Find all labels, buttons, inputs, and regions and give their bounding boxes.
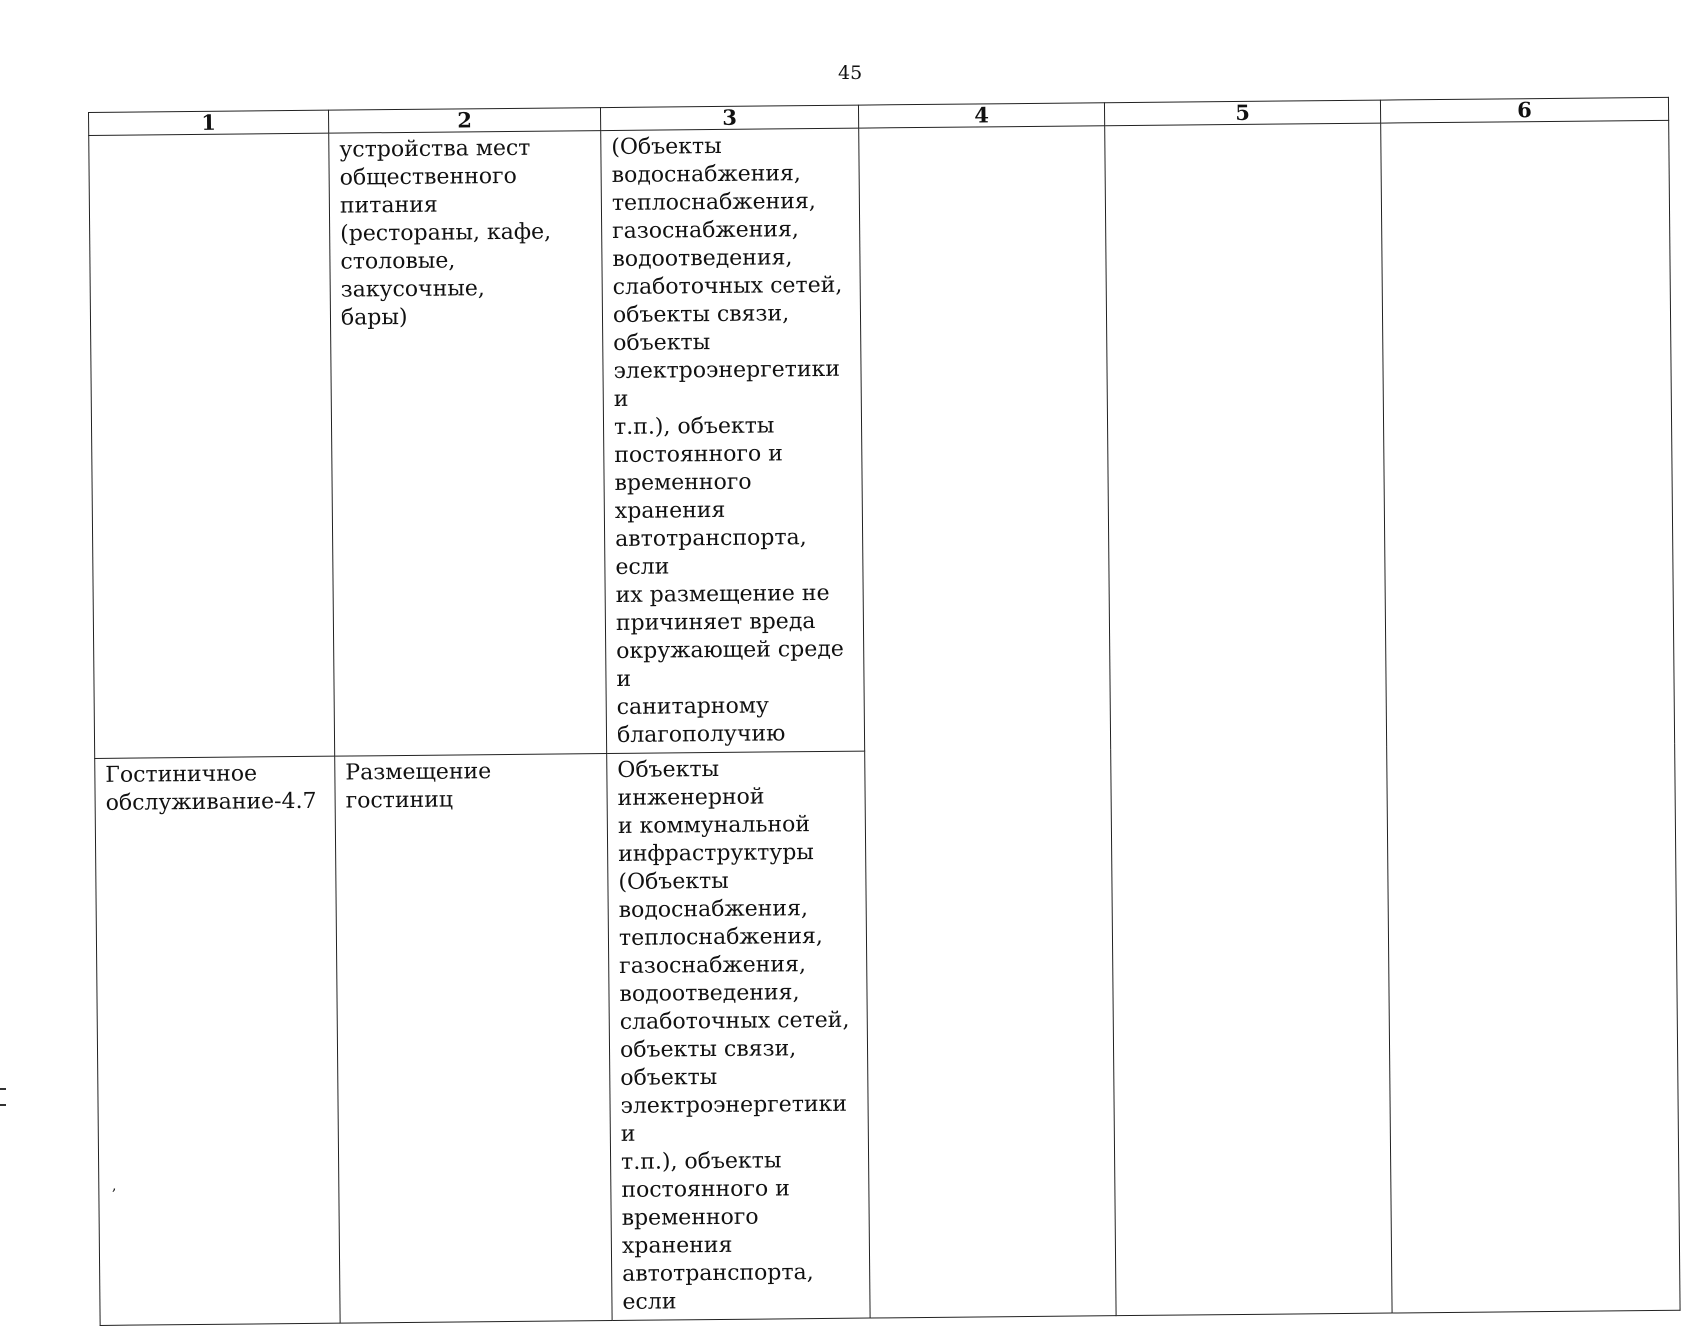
column-header-3: 3 (600, 105, 858, 130)
table-row (89, 120, 1675, 758)
column-header-2: 2 (328, 108, 600, 134)
table-cell-land-use-type (89, 133, 335, 758)
column-header-6: 6 (1380, 97, 1668, 123)
regulations-table (88, 97, 1681, 1326)
document-sheet (88, 97, 1677, 1315)
table-cell-description: Размещение гостиниц (335, 754, 612, 1324)
table-cell-column-6 (1381, 120, 1680, 1313)
table-cell-auxiliary-objects: Объекты инженерной и коммунальной инфраструктуры (Объекты водоснабжения, теплоснабжения, газоснабжения, водоотведения, слаботочных сетей, объекты связи, объекты электроэнергетики и т.п.), объекты постоянного и временного хранения автотранспорта, если (607, 751, 870, 1320)
scan-margin-mark (0, 1088, 6, 1106)
column-header-5: 5 (1104, 100, 1380, 126)
scan-speck: , (112, 1178, 117, 1194)
page-number: 45 (838, 62, 863, 84)
column-header-1: 1 (89, 110, 329, 135)
table-cell-land-use-type: Гостиничное обслуживание-4.7 (95, 756, 340, 1325)
column-header-4: 4 (858, 103, 1104, 128)
table-cell-auxiliary-objects: (Объекты водоснабжения, теплоснабжения, газоснабжения, водоотведения, слаботочных сетей, объекты связи, объекты электроэнергетики и т.п.), объекты постоянного и временного хранения автотранспорта, если их размещение не причиняет вреда окружающей среде и санитарному благополучию (601, 128, 865, 753)
table-cell-column-4 (859, 126, 1116, 1318)
table-cell-column-5 (1105, 123, 1392, 1316)
table-cell-description: устройства мест общественного питания (рестораны, кафе, столовые, закусочные, бары) (329, 131, 607, 757)
